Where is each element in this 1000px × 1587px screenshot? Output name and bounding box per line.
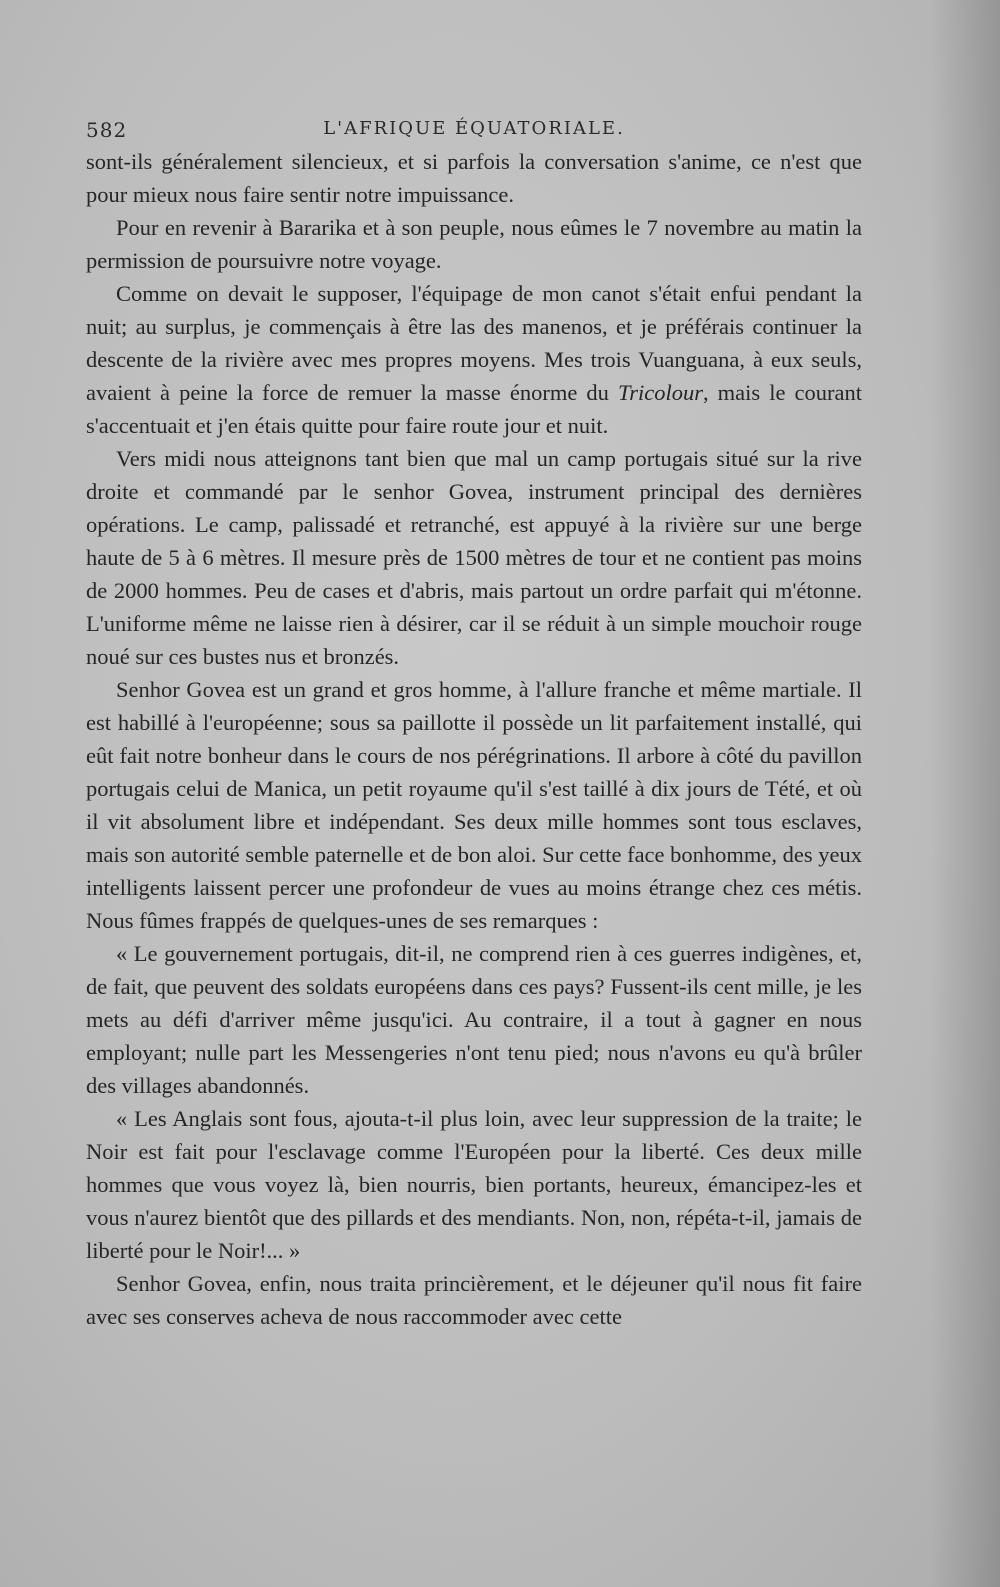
ship-name: Tricolour	[617, 380, 703, 405]
paragraph-2: Pour en revenir à Bararika et à son peuple, nous eûmes le 7 novembre au matin la permission de poursuivre notre voyage.	[86, 215, 862, 273]
paragraph-6: « Le gouvernement portugais, dit-il, ne comprend rien à ces guerres indigènes, et, de fait, que peuvent des soldats européens dans ces pays? Fussent-ils cent mille, je les mets au défi d'arriver même jusqu'ici. Au contraire, il a tout à gagner en nous employant; nulle part les Messengeries n'ont tenu pied; nous n'avons eu qu'à brûler des villages abandonnés.	[86, 941, 862, 1098]
paragraph-7: « Les Anglais sont fous, ajouta-t-il plus loin, avec leur suppression de la traite; le Noir est fait pour l'esclavage comme l'Européen pour la liberté. Ces deux mille hommes que vous voyez là, bien nourris, bien portants, heureux, émancipez-les et vous n'aurez bientôt que des pillards et des mendiants. Non, non, répéta-t-il, jamais de liberté pour le Noir!... »	[86, 1106, 862, 1263]
running-title: L'AFRIQUE ÉQUATORIALE.	[323, 118, 625, 139]
paragraph-5: Senhor Govea est un grand et gros homme, à l'allure franche et même martiale. Il est habillé à l'européenne; sous sa paillotte il possède un lit parfaitement installé, qui eût fait notre bonheur dans le cours de nos pérégrinations. Il arbore à côté du pavillon portugais celui de Manica, un petit royaume qu'il s'est taillé à dix jours de Tété, et où il vit absolument libre et indépendant. Ses deux mille hommes sont tous esclaves, mais son autorité semble paternelle et de bon aloi. Sur cette face bonhomme, des yeux intelligents laissent percer une profondeur de vues au moins étrange chez ces métis. Nous fûmes frappés de quelques-unes de ses remarques :	[86, 677, 862, 933]
page-edge-shadow	[930, 0, 1000, 1587]
page-header	[86, 112, 862, 142]
page-number: 582	[86, 118, 128, 142]
paragraph-3	[86, 277, 862, 442]
paragraph-3-after: , mais le courant s'accentuait et j'en étais quitte pour faire route jour et nuit.	[86, 380, 862, 438]
body-text	[86, 145, 862, 1333]
paragraph-8: Senhor Govea, enfin, nous traita princièrement, et le déjeuner qu'il nous fit faire avec ses conserves acheva de nous raccommoder avec cette	[86, 1271, 862, 1329]
paragraph-1: sont-ils généralement silencieux, et si parfois la conversation s'anime, ce n'est que pour mieux nous faire sentir notre impuissance.	[86, 149, 862, 207]
paragraph-3-before: Comme on devait le supposer, l'équipage de mon canot s'était enfui pendant la nuit; au surplus, je commençais à être las des manenos, et je préférais continuer la descente de la rivière avec mes propres moyens. Mes trois Vuanguana, à eux seuls, avaient à peine la force de remuer la masse énorme du	[86, 281, 862, 405]
paragraph-4: Vers midi nous atteignons tant bien que mal un camp portugais situé sur la rive droite et commandé par le senhor Govea, instrument principal des dernières opérations. Le camp, palissadé et retranché, est appuyé à la rivière sur une berge haute de 5 à 6 mètres. Il mesure près de 1500 mètres de tour et ne contient pas moins de 2000 hommes. Peu de cases et d'abris, mais partout un ordre parfait qui m'étonne. L'uniforme même ne laisse rien à désirer, car il se réduit à un simple mouchoir rouge noué sur ces bustes nus et bronzés.	[86, 446, 862, 669]
